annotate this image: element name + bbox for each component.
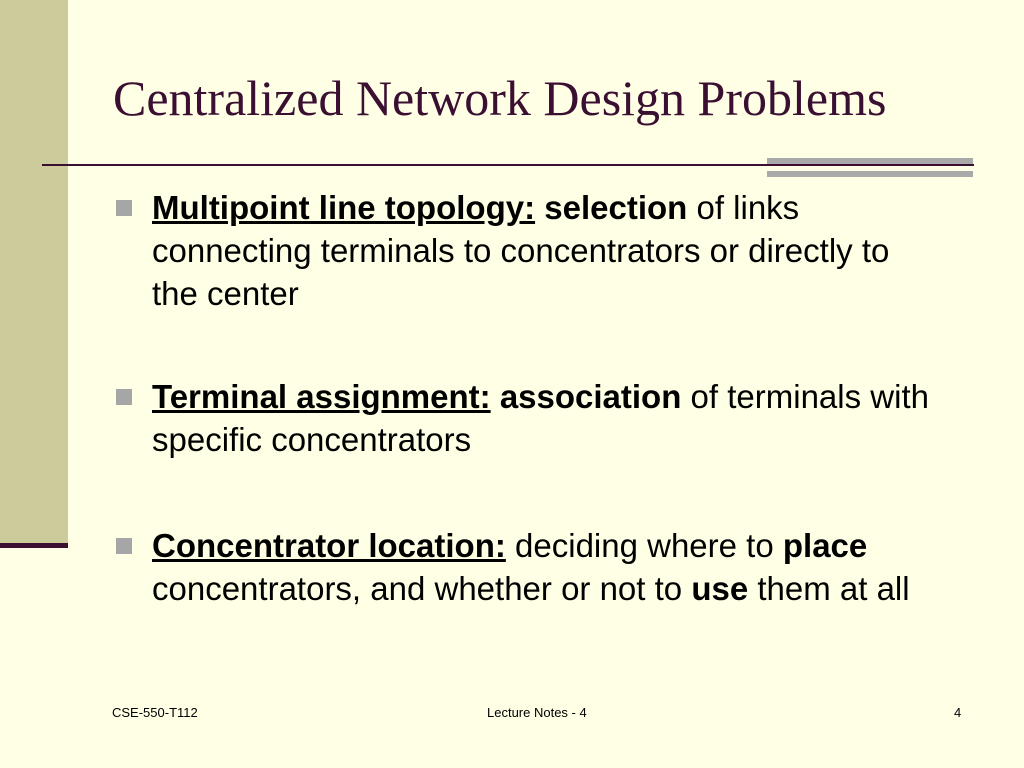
square-bullet-icon: [116, 200, 132, 216]
bullet-item-concentrator-location: [116, 524, 936, 610]
bullet-term: Terminal assignment:: [152, 378, 491, 415]
footer-course-code: CSE-550-T112: [112, 705, 198, 720]
bullet-body: them at all: [748, 570, 910, 607]
square-bullet-icon: [116, 389, 132, 405]
bullet-emphasis: use: [691, 570, 749, 607]
bullet-spacer: [491, 378, 500, 415]
decoration-bar-bottom: [767, 171, 973, 177]
bullet-item-multipoint-line-topology: [116, 186, 936, 315]
side-decoration-bar: [0, 0, 68, 545]
slide-title: Centralized Network Design Problems: [113, 70, 887, 126]
square-bullet-icon: [116, 538, 132, 554]
bullet-text: [152, 375, 936, 461]
bullet-body: deciding where to: [505, 527, 783, 564]
bullet-body: concentrators, and whether or not to: [152, 570, 692, 607]
bullet-emphasis: place: [782, 527, 868, 564]
title-underline-rule: [42, 164, 974, 166]
bullet-text: [152, 524, 936, 610]
footer-page-number: 4: [954, 705, 962, 720]
bullet-body: of terminals with specific concentrators: [152, 378, 929, 458]
bullet-body: of links connecting terminals to concentrators or directly to the center: [152, 189, 890, 312]
footer-lecture-label: Lecture Notes - 4: [487, 705, 587, 720]
bullet-spacer: [535, 189, 544, 226]
side-decoration-rule: [0, 543, 68, 548]
bullet-emphasis: association: [499, 378, 682, 415]
bullet-text: [152, 186, 936, 315]
bullet-term: Multipoint line topology:: [152, 189, 536, 226]
bullet-emphasis: selection: [544, 189, 688, 226]
bullet-item-terminal-assignment: [116, 375, 936, 461]
decoration-bar-top: [767, 158, 973, 164]
bullet-term: Concentrator location:: [152, 527, 506, 564]
